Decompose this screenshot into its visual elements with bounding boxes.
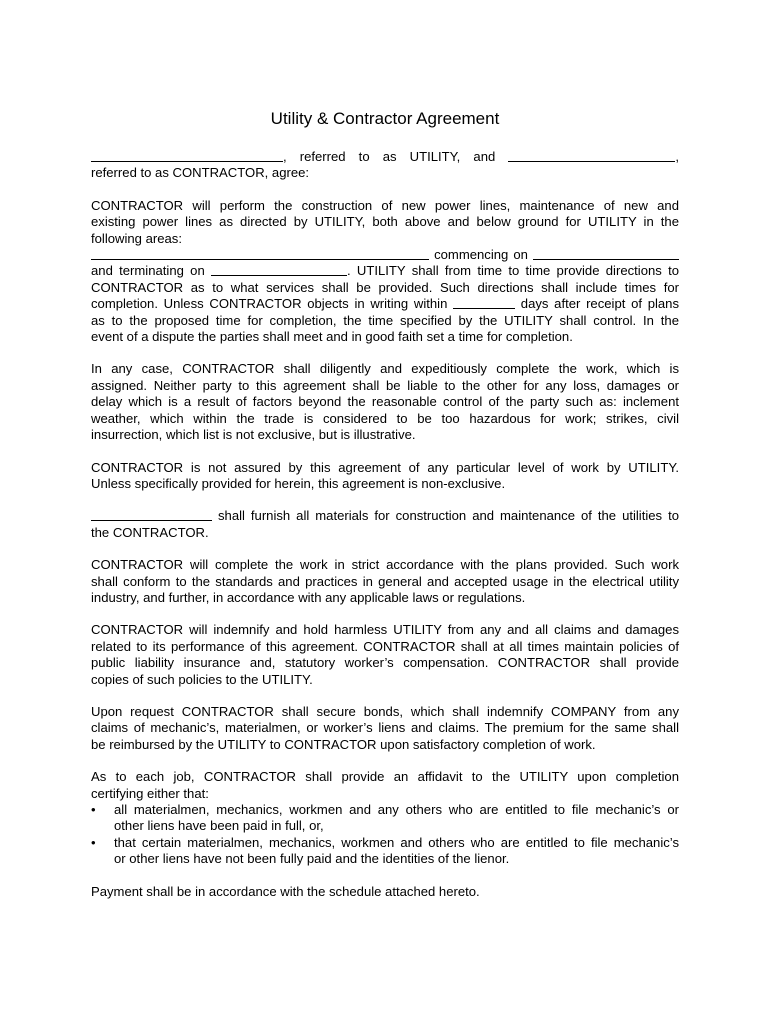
scope-line: CONTRACTOR will perform the construction of new power lines, maintenance of new and [91,197,679,213]
scope-days-line [91,296,679,312]
commencing-date-blank[interactable] [533,258,679,260]
indemnity-paragraph [91,622,679,688]
nonexclusive-line: CONTRACTOR is not assured by this agreement of any particular level of work by UTILITY. [91,459,679,475]
document-body [91,149,679,900]
compliance-line: shall conform to the standards and practices in general and accepted usage in the electrical utility [91,573,679,589]
compliance-line: industry, and further, in accordance with any applicable laws or regulations. [91,589,526,605]
nonexclusive-line: Unless specifically provided for herein, this agreement is non-exclusive. [91,475,506,491]
materials-line-1 [91,508,679,524]
nonexclusive-paragraph [91,460,679,493]
delay-line: In any case, CONTRACTOR shall diligently and expeditiously complete the work, which is [91,361,679,377]
payment-line: Payment shall be in accordance with the schedule attached hereto. [91,883,480,899]
indemnity-line: related to its performance of this agreement. CONTRACTOR shall at all times maintain policies of [91,638,679,654]
scope-line: as to the proposed time for completion, the time specified by the UTILITY shall control. In the [91,312,679,328]
bullet-line: other liens have been paid in full, or, [114,818,324,834]
indemnity-line: CONTRACTOR will indemnify and hold harmless UTILITY from any and all claims and damages [91,622,679,638]
document-title: Utility & Contractor Agreement [270,109,500,128]
delay-line: delay which is a result of factors beyond the reasonable control of the party such as: inclement [91,394,679,410]
payment-paragraph [91,884,679,900]
bonds-paragraph [91,704,679,753]
scope-areas-line [91,247,679,263]
bullet-line: that certain materialmen, mechanics, workmen and others who are entitled to file mechanic’s [114,834,679,850]
indemnity-line: public liability insurance and, statutory worker’s compensation. CONTRACTOR shall provide [91,655,679,671]
scope-line: CONTRACTOR as to what services shall be provided. Such directions shall include times for [91,279,679,295]
delay-line: weather, which within the trade is considered to be too hazardous for work; strikes, civil [91,410,679,426]
bullet-icon: • [91,802,96,817]
parties-line-1 [91,149,679,165]
days-blank[interactable] [453,307,515,309]
delay-line: assigned. Neither party to this agreement shall be liable to the other for any loss, damages or [91,377,679,393]
contractor-name-blank[interactable] [508,160,675,162]
materials-line: the CONTRACTOR. [91,524,209,540]
scope-line: days after receipt of plans [520,296,680,312]
bonds-line: Upon request CONTRACTOR shall secure bonds, which shall indemnify COMPANY from any [91,703,679,719]
terminating-on-text: and terminating on [91,263,205,279]
utility-name-blank[interactable] [91,160,283,162]
commencing-on-text: commencing on [434,247,528,263]
scope-line: completion. Unless CONTRACTOR objects in writing within [91,296,448,312]
scope-terminating-line [91,263,679,279]
affidavit-line: certifying either that: [91,785,209,801]
referred-contractor-text: referred to as CONTRACTOR, agree: [91,165,310,181]
comma-text: , [675,149,680,164]
compliance-line: CONTRACTOR will complete the work in strict accordance with the plans provided. Such work [91,557,679,573]
affidavit-bullet-paid [91,802,679,835]
compliance-paragraph [91,557,679,606]
scope-line: event of a dispute the parties shall meet and in good faith set a time for completion. [91,329,573,345]
areas-blank[interactable] [91,258,429,260]
referred-utility-text: , referred to as UTILITY, and [283,149,496,164]
affidavit-paragraph [91,769,679,867]
affidavit-bullet-unpaid [91,835,679,868]
bonds-line: claims of mechanic’s, materialmen, or worker’s liens and claims. The premium for the same shall [91,720,679,736]
delay-paragraph [91,361,679,443]
materials-line: shall furnish all materials for construction and maintenance of the utilities to [217,508,679,524]
bullet-icon: • [91,834,96,850]
scope-line: following areas: [91,230,182,246]
delay-line: insurrection, which list is not exclusive, but is illustrative. [91,427,416,443]
bullet-line: or other liens have not been fully paid and the identities of the lienor. [114,851,510,867]
scope-line: existing power lines as directed by UTILITY, both above and below ground for UTILITY in the [91,214,679,230]
parties-paragraph [91,149,679,182]
materials-paragraph [91,508,679,541]
bonds-line: be reimbursed by the UTILITY to CONTRACTOR upon satisfactory completion of work. [91,736,596,752]
scope-line: . UTILITY shall from time to time provide directions to [347,263,679,279]
bullet-line: all materialmen, mechanics, workmen and any others who are entitled to file mechanic’s or [114,802,679,817]
materials-party-blank[interactable] [91,519,212,521]
affidavit-line: As to each job, CONTRACTOR shall provide an affidavit to the UTILITY upon completion [91,769,679,785]
terminating-date-blank[interactable] [211,274,347,276]
scope-paragraph [91,198,679,346]
indemnity-line: copies of such policies to the UTILITY. [91,671,313,687]
